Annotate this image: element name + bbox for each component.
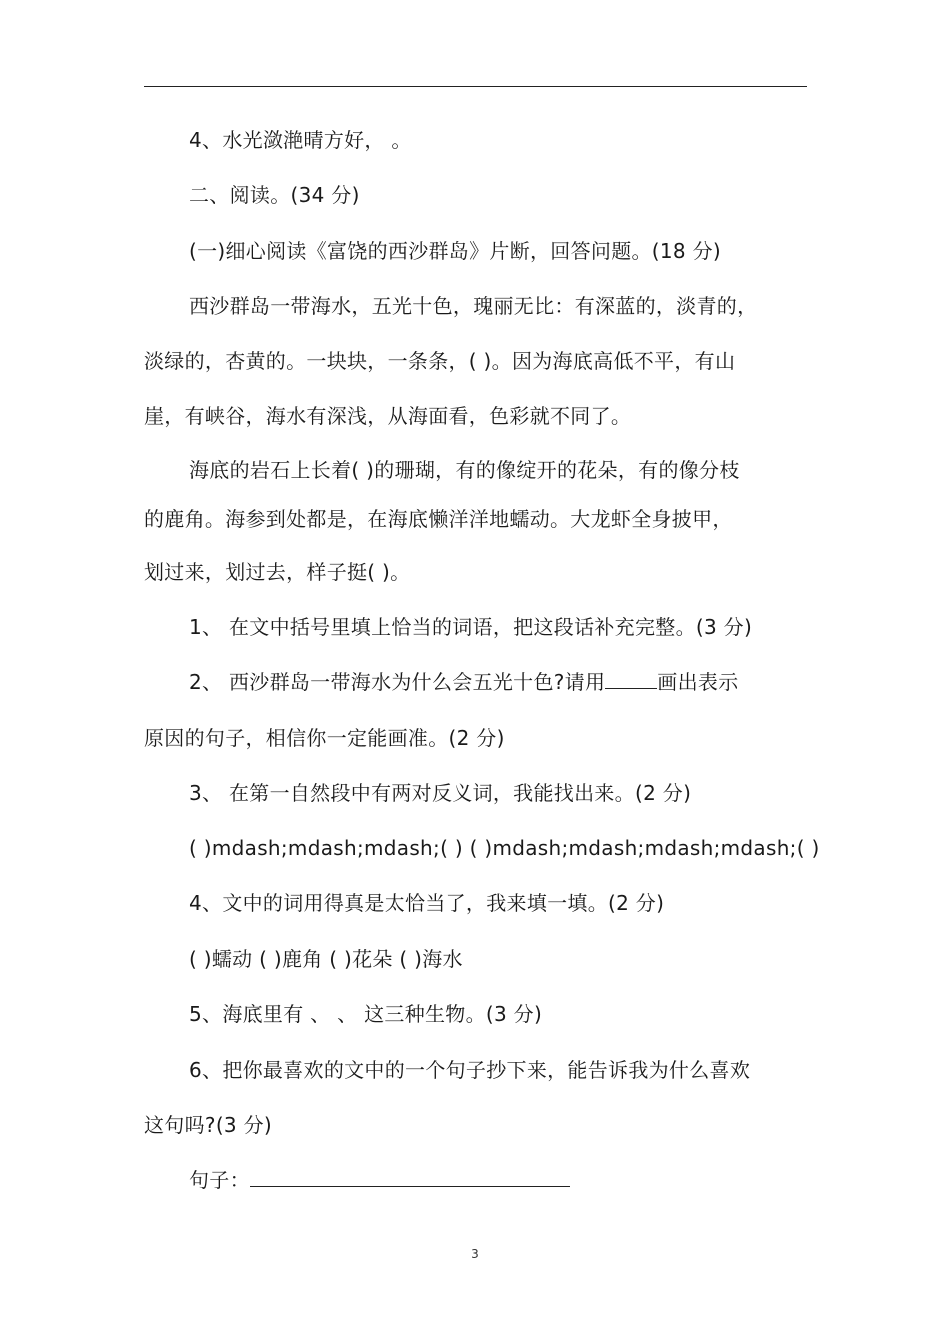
question-1: 1、 在文中括号里填上恰当的词语，把这段话补充完整。(3 分)	[189, 615, 753, 639]
question-4-poem: 4、水光潋滟晴方好， 。	[189, 128, 412, 152]
passage-paragraph-1-line-2: 淡绿的，杏黄的。一块块，一条条，( )。因为海底高低不平，有山	[144, 349, 736, 373]
section-heading-reading: 二、阅读。(34 分)	[189, 183, 360, 207]
question-4: 4、文中的词用得真是太恰当了，我来填一填。(2 分)	[189, 891, 665, 915]
passage-instruction: (一)细心阅读《富饶的西沙群岛》片断，回答问题。(18 分)	[189, 239, 722, 263]
sentence-label: 句子：	[189, 1168, 250, 1192]
question-4-answer-line: ( )蠕动 ( )鹿角 ( )花朵 ( )海水	[189, 947, 463, 971]
question-3: 3、 在第一自然段中有两对反义词，我能找出来。(2 分)	[189, 781, 692, 805]
passage-paragraph-2-line-2: 的鹿角。海参到处都是，在海底懒洋洋地蠕动。大龙虾全身披甲，	[144, 507, 733, 531]
question-6-line-2: 这句吗?(3 分)	[144, 1113, 273, 1137]
sentence-answer-line	[189, 1166, 570, 1194]
question-3-answer-line: ( )mdash;mdash;mdash;( ) ( )mdash;mdash;mdash;mdash;( )	[189, 836, 820, 860]
question-2-line-1	[189, 668, 739, 696]
underline-blank	[605, 668, 657, 689]
passage-paragraph-1-line-1: 西沙群岛一带海水，五光十色，瑰丽无比：有深蓝的，淡青的，	[189, 294, 758, 318]
question-2-line-2: 原因的句子，相信你一定能画准。(2 分)	[144, 726, 505, 750]
sentence-answer-blank	[250, 1166, 570, 1187]
question-2-text-end: 画出表示	[657, 670, 739, 694]
page-number: 3	[471, 1247, 479, 1261]
question-6-line-1: 6、把你最喜欢的文中的一个句子抄下来，能告诉我为什么喜欢	[189, 1058, 751, 1082]
question-5: 5、海底里有 、 、 这三种生物。(3 分)	[189, 1002, 543, 1026]
header-rule	[144, 86, 807, 87]
passage-paragraph-1-line-3: 崖，有峡谷，海水有深浅，从海面看，色彩就不同了。	[144, 404, 632, 428]
passage-paragraph-2-line-3: 划过来，划过去，样子挺( )。	[144, 560, 411, 584]
question-2-text: 2、 西沙群岛一带海水为什么会五光十色?请用	[189, 670, 606, 694]
passage-paragraph-2-line-1: 海底的岩石上长着( )的珊瑚，有的像绽开的花朵，有的像分枝	[189, 458, 740, 482]
